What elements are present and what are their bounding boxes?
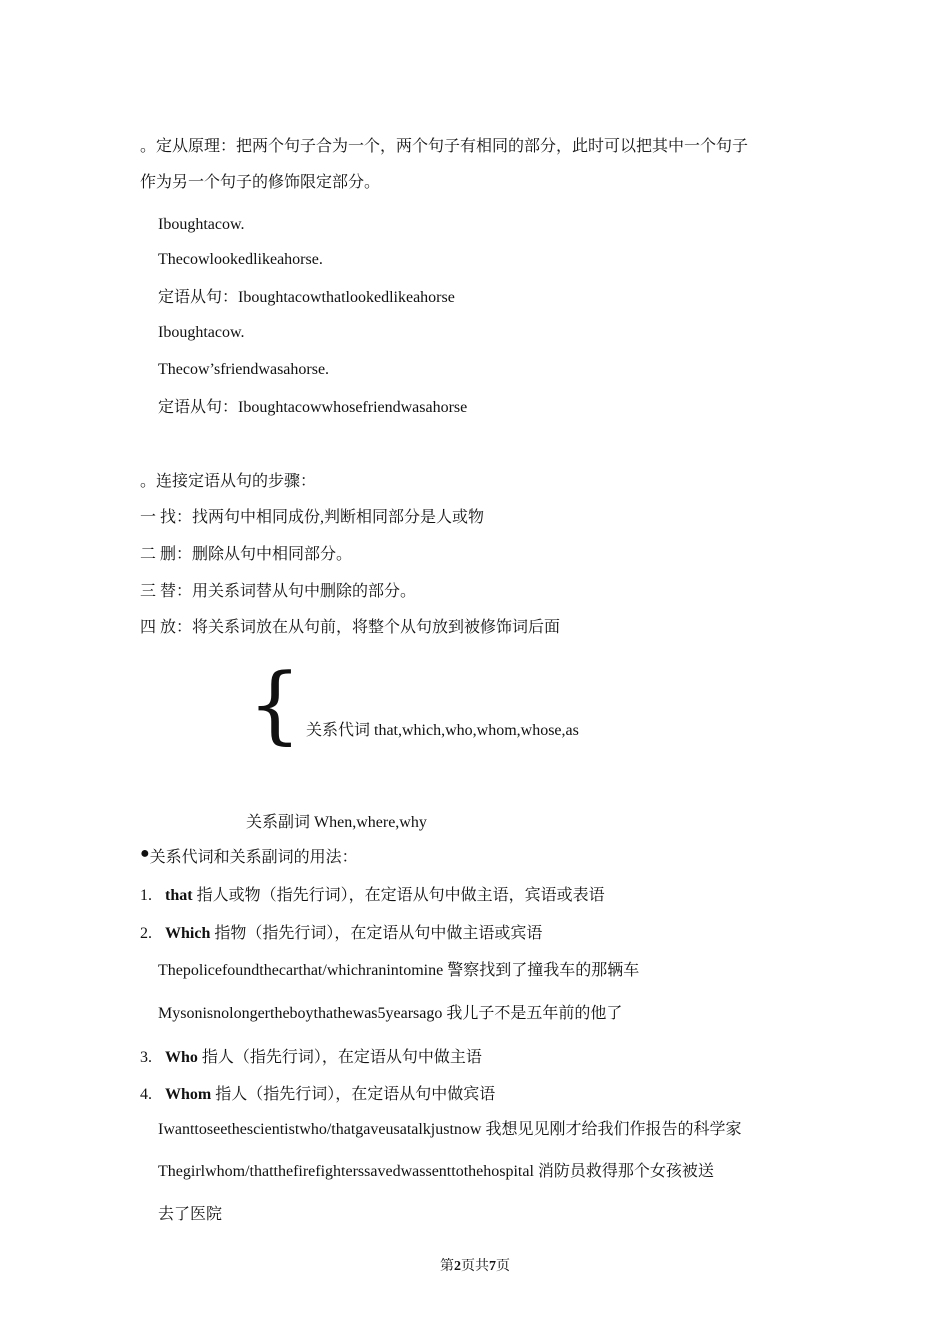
item-text: 指人或物（指先行词），在定语从句中做主语，宾语或表语 (196, 887, 605, 904)
usage-heading (140, 845, 358, 868)
item-number: 2. (140, 925, 152, 942)
item-text: 指物（指先行词），在定语从句中做主语或宾语 (214, 925, 543, 942)
whom-example: Thegirlwhom/thatthefirefighterssavedwassenttothehospital 消防员救得那个女孩被送 (158, 1163, 714, 1180)
example-sentence: Thecow’sfriendwasahorse. (158, 361, 330, 378)
example-combined: 定语从句：Iboughtacowthatlookedlikeahorse (158, 289, 455, 306)
footer-post: 页 (496, 1259, 510, 1274)
which-example: Mysonisnolongertheboythathewas5yearsago 我儿子不是五年前的他了 (158, 1005, 623, 1022)
example-sentence: Iboughtacow. (158, 324, 245, 341)
example-combined: 定语从句：Iboughtacowwhosefriendwasahorse (158, 399, 468, 416)
steps-heading: 。连接定语从句的步骤： (140, 473, 317, 490)
example-sentence: Thecowlookedlikeahorse. (158, 251, 323, 268)
usage-heading-text: 关系代词和关系副词的用法： (149, 849, 358, 866)
step-item: 二 删：删除从句中相同部分。 (140, 546, 353, 563)
item-keyword: that (165, 887, 193, 904)
curly-brace: { (248, 655, 302, 753)
footer-page-number: 2 (454, 1259, 461, 1274)
item-keyword: Which (165, 925, 211, 942)
intro-line-1: 。定从原理：把两个句子合为一个，两个句子有相同的部分，此时可以把其中一个句子 (140, 138, 749, 155)
intro-line-2: 作为另一个句子的修饰限定部分。 (140, 174, 381, 191)
item-number: 4. (140, 1086, 152, 1103)
step-item: 四 放：将关系词放在从句前，将整个从句放到被修饰词后面 (140, 619, 561, 636)
which-example: Thepolicefoundthecarthat/whichranintomine 警察找到了撞我车的那辆车 (158, 962, 640, 979)
footer-mid: 页共 (461, 1259, 489, 1274)
whom-example: Iwanttoseethescientistwho/thatgaveusatalkjustnow 我想见见刚才给我们作报告的科学家 (158, 1121, 742, 1138)
usage-item-which (140, 924, 542, 944)
bullet-icon: ● (140, 845, 150, 862)
item-number: 3. (140, 1049, 152, 1066)
usage-item-that (140, 886, 605, 906)
footer-pre: 第 (440, 1259, 454, 1274)
whom-example: 去了医院 (158, 1206, 223, 1223)
step-item: 一 找：找两句中相同成份,判断相同部分是人或物 (140, 509, 485, 526)
usage-item-who (140, 1048, 482, 1068)
item-text: 指人（指先行词），在定语从句中做宾语 (215, 1086, 496, 1103)
item-text: 指人（指先行词），在定语从句中做主语 (201, 1049, 482, 1066)
item-number: 1. (140, 887, 152, 904)
item-keyword: Whom (165, 1086, 212, 1103)
relative-adverbs: 关系副词 When,where,why (246, 814, 427, 831)
relative-pronouns: 关系代词 that,which,who,whom,whose,as (306, 722, 579, 739)
usage-item-whom (140, 1085, 495, 1105)
footer-total-pages: 7 (489, 1259, 496, 1274)
item-keyword: Who (165, 1049, 198, 1066)
example-sentence: Iboughtacow. (158, 216, 245, 233)
step-item: 三 替：用关系词替从句中删除的部分。 (140, 583, 417, 600)
page-footer (0, 1258, 950, 1276)
